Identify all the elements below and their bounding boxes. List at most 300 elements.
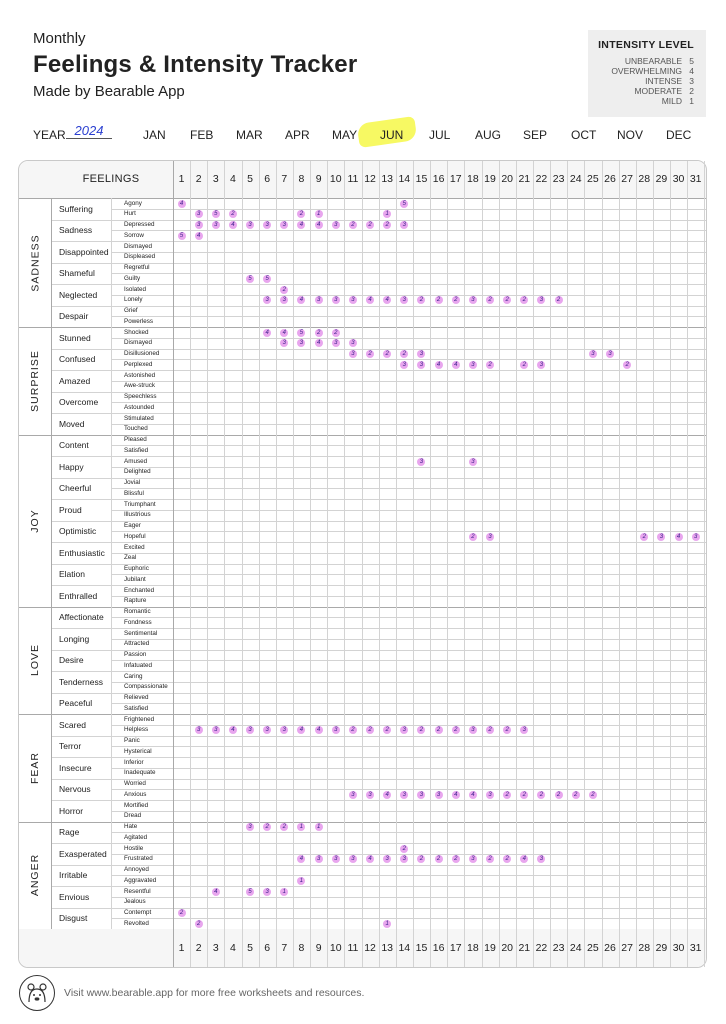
day-col-line <box>619 161 620 967</box>
intensity-mark[interactable]: 2 <box>417 855 425 863</box>
sub-feeling-label: Euphoric <box>124 565 149 572</box>
feeling-label: Elation <box>59 569 85 580</box>
intensity-mark[interactable]: 1 <box>383 920 391 928</box>
intensity-mark[interactable]: 2 <box>520 361 528 369</box>
intensity-mark[interactable]: 4 <box>520 855 528 863</box>
intensity-mark[interactable]: 3 <box>469 726 477 734</box>
sub-feeling-label: Pleased <box>124 436 147 443</box>
intensity-mark[interactable]: 3 <box>520 726 528 734</box>
row-line <box>111 553 706 554</box>
category-label: JOY <box>29 508 41 533</box>
sub-feeling-label: Inferior <box>124 758 144 766</box>
sub-feeling-label: Guilty <box>124 274 141 282</box>
intensity-mark[interactable]: 2 <box>349 221 357 229</box>
intensity-mark[interactable]: 3 <box>263 888 271 896</box>
intensity-mark[interactable]: 4 <box>229 726 237 734</box>
feeling-label: Desire <box>59 655 84 666</box>
day-col-line <box>310 161 311 967</box>
intensity-mark[interactable]: 2 <box>486 726 494 734</box>
intensity-mark[interactable]: 2 <box>572 791 580 799</box>
sub-feeling-label: Amused <box>124 457 148 465</box>
row-line <box>111 478 706 479</box>
intensity-mark[interactable]: 3 <box>349 350 357 358</box>
row-line <box>111 897 706 898</box>
day-col-line <box>516 161 517 967</box>
intensity-mark[interactable]: 3 <box>280 221 288 229</box>
day-header: 4 <box>229 173 236 185</box>
intensity-mark[interactable]: 2 <box>280 286 288 294</box>
intensity-mark[interactable]: 2 <box>486 296 494 304</box>
sub-feeling-label: Hysterical <box>124 747 152 755</box>
intensity-mark[interactable]: 2 <box>452 726 460 734</box>
feeling-label: Nervous <box>59 784 91 795</box>
intensity-mark[interactable]: 2 <box>400 350 408 358</box>
intensity-mark[interactable]: 4 <box>383 296 391 304</box>
day-col-line <box>704 161 705 967</box>
sub-feeling-label: Perplexed <box>124 360 153 368</box>
intensity-mark[interactable]: 3 <box>417 350 425 358</box>
intensity-mark[interactable]: 3 <box>280 726 288 734</box>
feeling-label: Enthusiastic <box>59 547 105 558</box>
intensity-mark[interactable]: 2 <box>486 361 494 369</box>
intensity-mark[interactable]: 2 <box>383 726 391 734</box>
sub-feeling-label: Annoyed <box>124 866 149 873</box>
intensity-mark[interactable]: 5 <box>246 888 254 896</box>
col-line <box>51 198 52 929</box>
feelings-header: FEELINGS <box>82 173 140 185</box>
intensity-mark[interactable]: 3 <box>349 855 357 863</box>
intensity-mark[interactable]: 1 <box>297 823 305 831</box>
month-apr[interactable]: APR <box>285 128 310 142</box>
day-header: 31 <box>689 173 702 185</box>
day-col-line <box>379 161 380 967</box>
feeling-label: Happy <box>59 461 84 472</box>
intensity-mark[interactable]: 2 <box>417 296 425 304</box>
intensity-mark[interactable]: 3 <box>246 823 254 831</box>
intensity-mark[interactable]: 4 <box>178 200 186 208</box>
day-col-line <box>653 161 654 967</box>
intensity-mark[interactable]: 3 <box>195 210 203 218</box>
row-line <box>111 230 706 231</box>
intensity-mark[interactable]: 2 <box>452 296 460 304</box>
intensity-mark[interactable]: 2 <box>503 791 511 799</box>
intensity-mark[interactable]: 4 <box>435 361 443 369</box>
intensity-mark[interactable]: 4 <box>469 791 477 799</box>
row-line <box>111 359 706 360</box>
intensity-mark[interactable]: 3 <box>383 855 391 863</box>
feeling-label: Content <box>59 440 89 451</box>
intensity-mark[interactable]: 4 <box>315 726 323 734</box>
intensity-mark[interactable]: 3 <box>400 726 408 734</box>
day-col-line <box>464 161 465 967</box>
bearable-logo <box>19 975 55 1011</box>
day-header: 7 <box>281 173 288 185</box>
intensity-level-value: 5 <box>689 56 694 66</box>
intensity-mark[interactable]: 3 <box>400 296 408 304</box>
day-col-line <box>224 161 225 967</box>
intensity-level-value: 2 <box>689 86 694 96</box>
intensity-mark[interactable]: 2 <box>435 726 443 734</box>
row-line <box>111 736 706 737</box>
intensity-mark[interactable]: 2 <box>503 855 511 863</box>
intensity-mark[interactable]: 3 <box>417 361 425 369</box>
intensity-mark[interactable]: 2 <box>178 909 186 917</box>
intensity-mark[interactable]: 3 <box>349 339 357 347</box>
intensity-mark[interactable]: 2 <box>383 350 391 358</box>
day-footer: 29 <box>655 942 668 954</box>
row-line <box>111 875 706 876</box>
intensity-mark[interactable]: 3 <box>280 339 288 347</box>
intensity-mark[interactable]: 2 <box>435 855 443 863</box>
intensity-mark[interactable]: 2 <box>366 726 374 734</box>
intensity-mark[interactable]: 2 <box>280 823 288 831</box>
day-col-line <box>584 161 585 967</box>
day-header: 11 <box>347 173 359 185</box>
sub-feeling-label: Grief <box>124 307 138 314</box>
row-line <box>111 424 706 425</box>
day-header: 1 <box>178 173 185 185</box>
day-footer: 12 <box>364 942 376 954</box>
intensity-mark[interactable]: 2 <box>520 296 528 304</box>
page-title: Feelings & Intensity Tracker <box>33 51 358 78</box>
feeling-line <box>51 800 111 801</box>
intensity-mark[interactable]: 2 <box>366 221 374 229</box>
intensity-mark[interactable]: 3 <box>537 361 545 369</box>
intensity-mark[interactable]: 1 <box>297 877 305 885</box>
feeling-line <box>51 220 111 221</box>
intensity-mark[interactable]: 2 <box>503 296 511 304</box>
sub-feeling-label: Satisfied <box>124 704 149 712</box>
intensity-mark[interactable]: 1 <box>280 888 288 896</box>
feeling-label: Rage <box>59 827 80 838</box>
intensity-mark[interactable]: 2 <box>297 210 305 218</box>
intensity-mark[interactable]: 3 <box>400 791 408 799</box>
feeling-label: Confused <box>59 354 96 365</box>
sub-feeling-label: Worried <box>124 780 146 787</box>
intensity-mark[interactable]: 3 <box>280 296 288 304</box>
month-aug[interactable]: AUG <box>475 128 502 142</box>
intensity-mark[interactable]: 3 <box>332 296 340 304</box>
intensity-mark[interactable]: 3 <box>486 533 494 541</box>
row-line <box>111 650 706 651</box>
intensity-level-row <box>625 56 694 66</box>
intensity-mark[interactable]: 3 <box>195 221 203 229</box>
intensity-mark[interactable]: 3 <box>332 221 340 229</box>
intensity-mark[interactable]: 2 <box>417 726 425 734</box>
day-footer: 15 <box>415 942 428 954</box>
intensity-mark[interactable]: 3 <box>195 726 203 734</box>
intensity-mark[interactable]: 3 <box>537 855 545 863</box>
intensity-mark[interactable]: 3 <box>332 726 340 734</box>
row-line <box>111 703 706 704</box>
intensity-mark[interactable]: 2 <box>486 855 494 863</box>
feeling-line <box>51 521 111 522</box>
month-jan[interactable]: JAN <box>143 128 166 142</box>
feeling-label: Enthralled <box>59 590 98 601</box>
month-dec[interactable]: DEC <box>666 128 692 142</box>
intensity-mark[interactable]: 3 <box>212 221 220 229</box>
sub-feeling-label: Resentful <box>124 887 151 895</box>
intensity-mark[interactable]: 3 <box>332 855 340 863</box>
intensity-mark[interactable]: 4 <box>366 296 374 304</box>
row-line <box>111 510 706 511</box>
sub-feeling-label: Satisfied <box>124 446 149 454</box>
row-line <box>111 252 706 253</box>
day-col-line <box>482 161 483 967</box>
sub-feeling-label: Displeased <box>124 253 156 261</box>
feeling-label: Shameful <box>59 268 95 279</box>
day-col-line <box>447 161 448 967</box>
intensity-mark[interactable]: 2 <box>520 791 528 799</box>
intensity-mark[interactable]: 1 <box>315 823 323 831</box>
intensity-mark[interactable]: 2 <box>435 296 443 304</box>
row-line <box>111 456 706 457</box>
intensity-mark[interactable]: 4 <box>315 221 323 229</box>
feeling-line <box>51 306 111 307</box>
intensity-mark[interactable]: 2 <box>555 791 563 799</box>
intensity-mark[interactable]: 2 <box>555 296 563 304</box>
feeling-label: Irritable <box>59 870 88 881</box>
feeling-label: Terror <box>59 741 82 752</box>
intensity-mark[interactable]: 4 <box>297 726 305 734</box>
intensity-level-value: 3 <box>689 76 694 86</box>
row-line <box>111 918 706 919</box>
intensity-mark[interactable]: 3 <box>246 726 254 734</box>
row-line <box>111 392 706 393</box>
intensity-mark[interactable]: 3 <box>692 533 700 541</box>
intensity-mark[interactable]: 5 <box>178 232 186 240</box>
intensity-mark[interactable]: 3 <box>469 361 477 369</box>
intensity-mark[interactable]: 2 <box>383 221 391 229</box>
intensity-mark[interactable]: 3 <box>537 296 545 304</box>
intensity-mark[interactable]: 2 <box>452 855 460 863</box>
day-header: 18 <box>467 173 479 185</box>
sub-feeling-label: Infatuated <box>124 661 153 669</box>
intensity-mark[interactable]: 3 <box>263 221 271 229</box>
sub-feeling-label: Inadequate <box>124 769 156 777</box>
sub-feeling-label: Hate <box>124 823 138 830</box>
intensity-mark[interactable]: 3 <box>315 855 323 863</box>
sub-feeling-label: Lonely <box>124 296 143 304</box>
intensity-mark[interactable]: 5 <box>212 210 220 218</box>
intensity-mark[interactable]: 3 <box>417 458 425 466</box>
sub-feeling-label: Isolated <box>124 285 147 293</box>
intensity-mark[interactable]: 3 <box>400 361 408 369</box>
month-sep[interactable]: SEP <box>523 128 548 142</box>
intensity-mark[interactable]: 3 <box>400 221 408 229</box>
feeling-line <box>51 241 111 242</box>
intensity-level-value: 1 <box>689 96 694 106</box>
intensity-mark[interactable]: 3 <box>417 791 425 799</box>
day-footer: 21 <box>518 942 531 954</box>
sub-feeling-label: Powerless <box>124 317 154 325</box>
intensity-mark[interactable]: 2 <box>400 845 408 853</box>
day-header: 19 <box>484 173 496 185</box>
day-header: 13 <box>381 173 394 185</box>
feeling-label: Horror <box>59 805 84 816</box>
intensity-mark[interactable]: 4 <box>195 232 203 240</box>
intensity-mark[interactable]: 1 <box>383 210 391 218</box>
row-line <box>111 521 706 522</box>
intensity-mark[interactable]: 2 <box>263 823 271 831</box>
intensity-mark[interactable]: 4 <box>229 221 237 229</box>
row-line <box>111 338 706 339</box>
intensity-mark[interactable]: 2 <box>503 726 511 734</box>
intensity-mark[interactable]: 2 <box>537 791 545 799</box>
intensity-mark[interactable]: 4 <box>297 296 305 304</box>
intensity-mark[interactable]: 3 <box>315 296 323 304</box>
row-line <box>111 585 706 586</box>
intensity-mark[interactable]: 5 <box>297 329 305 337</box>
intensity-mark[interactable]: 2 <box>332 329 340 337</box>
intensity-mark[interactable]: 2 <box>469 533 477 541</box>
intensity-level-value: 4 <box>689 66 694 76</box>
sub-feeling-label: Frightened <box>124 715 155 723</box>
day-col-line <box>293 161 294 967</box>
intensity-mark[interactable]: 3 <box>366 791 374 799</box>
intensity-mark[interactable]: 4 <box>452 791 460 799</box>
day-col-line <box>362 161 363 967</box>
sub-feeling-label: Compassionate <box>124 683 168 691</box>
intensity-level-row <box>611 66 694 76</box>
intensity-mark[interactable]: 2 <box>623 361 631 369</box>
intensity-mark[interactable]: 3 <box>349 296 357 304</box>
row-line <box>111 316 706 317</box>
sub-feeling-label: Anxious <box>124 790 147 798</box>
sub-feeling-label: Fondness <box>124 618 152 626</box>
sub-feeling-label: Mortified <box>124 801 149 809</box>
month-mar[interactable]: MAR <box>236 128 263 142</box>
intensity-mark[interactable]: 5 <box>263 275 271 283</box>
day-col-line <box>636 161 637 967</box>
intensity-mark[interactable]: 3 <box>349 791 357 799</box>
day-footer: 18 <box>467 942 479 954</box>
intensity-mark[interactable]: 3 <box>332 339 340 347</box>
sub-feeling-label: Illustrious <box>124 511 151 519</box>
day-header: 28 <box>638 173 651 185</box>
intensity-mark[interactable]: 3 <box>589 350 597 358</box>
tracker-table <box>18 160 707 968</box>
sub-feeling-label: Hurt <box>124 210 136 218</box>
month-feb[interactable]: FEB <box>190 128 214 142</box>
day-col-line <box>344 161 345 967</box>
row-line <box>111 682 706 683</box>
day-header: 25 <box>587 173 599 185</box>
intensity-mark[interactable]: 4 <box>212 888 220 896</box>
intensity-mark[interactable]: 2 <box>366 350 374 358</box>
day-footer: 5 <box>247 942 253 954</box>
intensity-mark[interactable]: 4 <box>263 329 271 337</box>
intensity-legend <box>588 30 706 117</box>
intensity-mark[interactable]: 3 <box>400 855 408 863</box>
month-nov[interactable]: NOV <box>617 128 644 142</box>
intensity-mark[interactable]: 4 <box>383 791 391 799</box>
intensity-mark[interactable]: 3 <box>486 791 494 799</box>
month-jun[interactable]: JUN <box>380 128 404 142</box>
intensity-legend-title: INTENSITY LEVEL <box>598 39 694 51</box>
intensity-mark[interactable]: 4 <box>280 329 288 337</box>
day-col-line <box>327 161 328 967</box>
intensity-mark[interactable]: 3 <box>212 726 220 734</box>
sub-feeling-label: Aggravated <box>124 876 157 884</box>
sub-feeling-label: Regretful <box>124 264 150 271</box>
intensity-mark[interactable]: 4 <box>675 533 683 541</box>
intensity-mark[interactable]: 3 <box>469 855 477 863</box>
day-col-line <box>602 161 603 967</box>
feeling-line <box>51 736 111 737</box>
intensity-mark[interactable]: 3 <box>246 221 254 229</box>
intensity-mark[interactable]: 1 <box>315 210 323 218</box>
intensity-mark[interactable]: 4 <box>366 855 374 863</box>
day-header: 29 <box>655 173 668 185</box>
feeling-label: Moved <box>59 418 85 429</box>
day-footer: 30 <box>672 942 685 954</box>
day-header: 16 <box>432 173 445 185</box>
intensity-mark[interactable]: 2 <box>315 329 323 337</box>
row-line <box>111 263 706 264</box>
title-subtitle: Monthly <box>33 30 86 47</box>
intensity-level-row <box>634 86 694 96</box>
intensity-mark[interactable]: 2 <box>349 726 357 734</box>
intensity-mark[interactable]: 3 <box>297 339 305 347</box>
feeling-label: Amazed <box>59 375 91 386</box>
day-footer: 10 <box>329 942 342 954</box>
row-line <box>111 413 706 414</box>
intensity-mark[interactable]: 3 <box>606 350 614 358</box>
intensity-mark[interactable]: 2 <box>589 791 597 799</box>
intensity-mark[interactable]: 4 <box>315 339 323 347</box>
month-may[interactable]: MAY <box>332 128 358 142</box>
intensity-mark[interactable]: 2 <box>640 533 648 541</box>
feeling-line <box>51 263 111 264</box>
feeling-label: Tenderness <box>59 676 103 687</box>
sub-feeling-label: Depressed <box>124 221 155 228</box>
day-header: 8 <box>298 173 305 185</box>
intensity-mark[interactable]: 2 <box>229 210 237 218</box>
intensity-mark[interactable]: 3 <box>263 296 271 304</box>
feeling-line <box>51 585 111 586</box>
intensity-mark[interactable]: 3 <box>435 791 443 799</box>
month-jul[interactable]: JUL <box>429 128 451 142</box>
intensity-mark[interactable]: 3 <box>263 726 271 734</box>
sub-feeling-label: Hostile <box>124 844 144 852</box>
intensity-mark[interactable]: 2 <box>195 920 203 928</box>
row-line <box>111 284 706 285</box>
category-label: FEAR <box>29 751 41 784</box>
intensity-mark[interactable]: 3 <box>657 533 665 541</box>
intensity-mark[interactable]: 4 <box>297 855 305 863</box>
row-line <box>111 639 706 640</box>
feeling-label: Proud <box>59 504 82 515</box>
day-header: 23 <box>552 173 565 185</box>
intensity-mark[interactable]: 4 <box>297 221 305 229</box>
day-header: 27 <box>621 173 633 185</box>
sub-feeling-label: Jubilant <box>124 575 146 583</box>
row-line <box>111 757 706 758</box>
month-oct[interactable]: OCT <box>571 128 597 142</box>
intensity-mark[interactable]: 3 <box>469 458 477 466</box>
row-line <box>111 628 706 629</box>
feeling-line <box>51 671 111 672</box>
row-line <box>111 800 706 801</box>
intensity-mark[interactable]: 4 <box>452 361 460 369</box>
intensity-mark[interactable]: 3 <box>469 296 477 304</box>
intensity-mark[interactable]: 5 <box>400 200 408 208</box>
day-footer: 27 <box>621 942 633 954</box>
sub-feeling-label: Awe-struck <box>124 382 156 390</box>
intensity-mark[interactable]: 5 <box>246 275 254 283</box>
year-field[interactable]: 2024 <box>66 123 112 139</box>
